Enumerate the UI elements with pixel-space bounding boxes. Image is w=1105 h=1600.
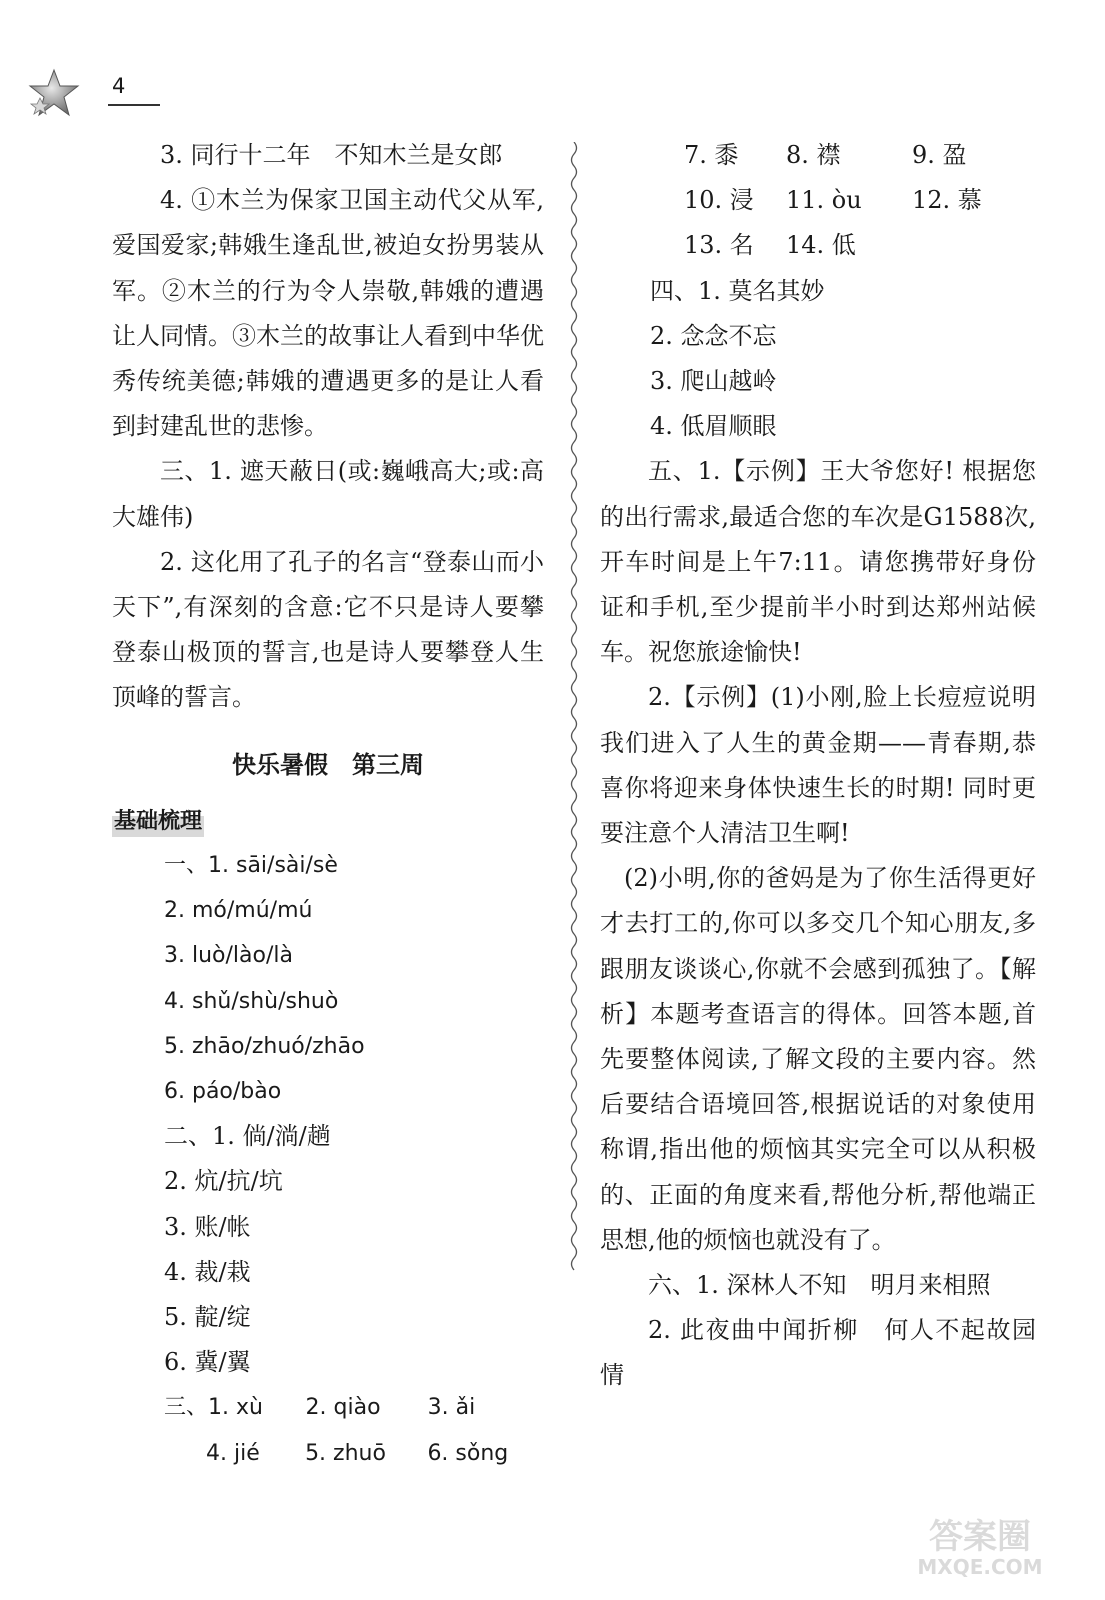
list-item: 8. 襟 — [786, 141, 841, 169]
list-item: 三、1. xù — [164, 1395, 263, 1421]
idiom-list — [600, 269, 1036, 450]
section-3-answer-2: 2. 这化用了孔子的名言“登泰山而小天下”,有深刻的含意:它不只是诗人要攀登泰山极顶的誓言,也是诗人要攀登人生顶峰的誓言。 — [112, 547, 544, 712]
watermark-logo — [895, 1514, 1065, 1578]
list-item: 14. 低 — [786, 231, 856, 260]
list-row — [164, 1385, 544, 1430]
list-row — [650, 133, 1036, 178]
pinyin-list — [112, 843, 544, 1114]
section-6-answer-2: 2. 此夜曲中闻折柳 何人不起故园情 — [600, 1316, 1036, 1390]
list-row — [650, 178, 1036, 223]
list-item: 10. 浸 — [684, 186, 754, 215]
list-row — [650, 223, 1036, 268]
list-item: 6. sǒng — [427, 1440, 509, 1466]
list-item: 3. 爬山越岭 — [650, 367, 777, 396]
list-item: 2. qiào — [305, 1395, 381, 1421]
list-item: 3. 账/帐 — [164, 1212, 251, 1241]
list-item: 5. zhāo/zhuó/zhāo — [164, 1033, 365, 1059]
watermark-text-bottom: MXQE.COM — [917, 1555, 1043, 1578]
list-item: 9. 盈 — [912, 141, 967, 169]
list-item: 2. 炕/抗/坑 — [164, 1167, 283, 1196]
list-item: 7. 黍 — [684, 141, 739, 169]
right-column — [600, 133, 1036, 1399]
list-item: 11. òu — [786, 186, 862, 215]
list-item: 二、1. 倘/淌/趟 — [164, 1122, 331, 1151]
list-item: 2. mó/mú/mú — [164, 898, 313, 924]
section-6-answer-1: 六、1. 深林人不知 明月来相照 — [648, 1271, 991, 1300]
list-item: 13. 名 — [684, 231, 754, 260]
page-number: 4 — [112, 74, 126, 98]
list-item: 6. páo/bào — [164, 1079, 282, 1105]
list-item: 6. 冀/翼 — [164, 1348, 251, 1377]
answer-3: 3. 同行十二年 不知木兰是女郎 — [160, 141, 503, 169]
list-row — [164, 1431, 544, 1476]
list-item: 3. ǎi — [427, 1395, 476, 1421]
list-item: 4. 低眉顺眼 — [650, 412, 777, 441]
section-5-answer-1: 五、1.【示例】王大爷您好! 根据您的出行需求,最适合您的车次是G1588次,开车时间是上午7:11。请您携带好身份证和手机,至少提前半小时到达郑州站候车。祝您旅途愉快! — [600, 457, 1036, 667]
watermark-text-top: 答案圈 — [929, 1517, 1031, 1557]
character-grid — [600, 133, 1036, 269]
section-tag: 基础梳理 — [112, 807, 204, 837]
list-item: 5. zhuō — [305, 1440, 386, 1466]
list-item: 4. shǔ/shù/shuò — [164, 988, 339, 1014]
list-item: 4. jié — [206, 1440, 260, 1466]
section-3-answer-1: 三、1. 遮天蔽日(或:巍峨高大;或:高大雄伟) — [112, 457, 544, 531]
left-column — [112, 133, 544, 1476]
list-item: 一、1. sāi/sài/sè — [164, 853, 338, 879]
list-item: 3. luò/lào/là — [164, 943, 293, 969]
list-item: 5. 靛/绽 — [164, 1303, 251, 1332]
list-item: 四、1. 莫名其妙 — [650, 276, 825, 305]
answer-4: 4. ①木兰为保家卫国主动代父从军,爱国爱家;韩娥生逢乱世,被迫女扮男装从军。②木兰的行为令人崇敬,韩娥的遭遇让人同情。③木兰的故事让人看到中华优秀传统美德;韩娥的遭遇更多的是让人看到封建乱世的悲惨。 — [112, 186, 544, 441]
character-list — [112, 1114, 544, 1385]
week-heading: 快乐暑假 第三周 — [232, 750, 424, 779]
list-item: 2. 念念不忘 — [650, 321, 777, 350]
section-3-pinyin — [112, 1385, 544, 1475]
page-number-underline — [108, 104, 160, 106]
section-5-answer-2: 2.【示例】(1)小刚,脸上长痘痘说明我们进入了人生的黄金期——青春期,恭喜你将迎来身体快速生长的时期! 同时更要注意个人清洁卫生啊! — [600, 683, 1036, 848]
column-divider — [568, 142, 580, 1442]
star-icon — [26, 68, 82, 118]
section-5-answer-2-part-2: (2)小明,你的爸妈是为了你生活得更好才去打工的,你可以多交几个知心朋友,多跟朋友谈谈心,你就不会感到孤独了。【解析】本题考查语言的得体。回答本题,首先要整体阅读,了解文段的主要内容。然后要结合语境回答,根据说话的对象使用称谓,指出他的烦恼其实完全可以从积极的、正面的角度来看,帮他分析,帮他端正思想,他的烦恼也就没有了。 — [600, 864, 1036, 1254]
list-item: 12. 慕 — [912, 186, 982, 215]
list-item: 4. 裁/栽 — [164, 1257, 251, 1286]
